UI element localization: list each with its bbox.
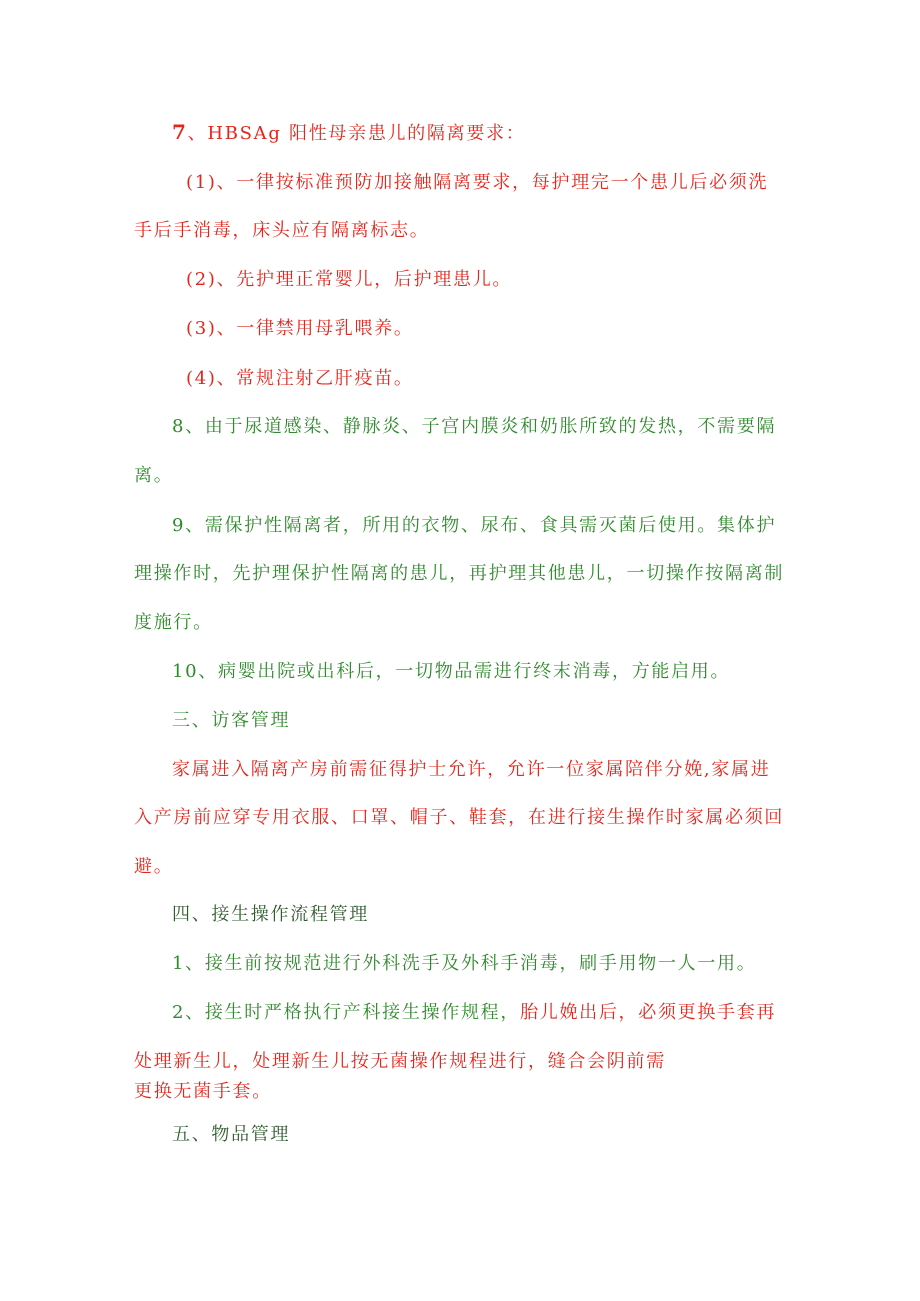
- section-heading: 三、访客管理: [172, 710, 291, 731]
- paragraph-line: [172, 1002, 776, 1024]
- paragraph-line: 家属进入隔离产房前需征得护士允许，允许一位家属陪伴分娩,家属进: [172, 759, 771, 780]
- paragraph-line: (2)、先护理正常婴儿，后护理患儿。: [186, 269, 513, 290]
- heading-item-7: [172, 121, 525, 145]
- section-heading: 四、接生操作流程管理: [172, 904, 369, 925]
- paragraph-line: 9、需保护性隔离者，所用的衣物、尿布、食具需灭菌后使用。集体护: [172, 515, 777, 536]
- paragraph-line: 1、接生前按规范进行外科洗手及外科手消毒，刷手用物一人一用。: [172, 953, 757, 974]
- paragraph-line: 理操作时，先护理保护性隔离的患儿，再护理其他患儿，一切操作按隔离制: [134, 563, 785, 584]
- paragraph-line: 8、由于尿道感染、静脉炎、子宫内膜炎和奶胀所致的发热，不需要隔: [172, 416, 777, 437]
- paragraph-line: (1)、一律按标准预防加接触隔离要求，每护理完一个患儿后必须洗: [186, 172, 769, 193]
- paragraph-line: 离。: [134, 465, 174, 486]
- item-number: 7: [172, 120, 188, 144]
- paragraph-line: 手后手消毒，床头应有隔离标志。: [134, 220, 430, 241]
- section-heading: 五、物品管理: [172, 1124, 291, 1145]
- paragraph-line: 更换无菌手套。: [134, 1081, 272, 1102]
- paragraph-line: (4)、常规注射乙肝疫苗。: [186, 368, 414, 389]
- paragraph-line: 入产房前应穿专用衣服、口罩、帽子、鞋套，在进行接生操作时家属必须回: [134, 807, 785, 828]
- paragraph-segment: 胎儿娩出后，必须更换手套再: [520, 1002, 777, 1023]
- paragraph-line: (3)、一律禁用母乳喂养。: [186, 318, 414, 339]
- paragraph-segment: 2、接生时严格执行产科接生操作规程，: [172, 1002, 521, 1023]
- paragraph-line: 10、病婴出院或出科后，一切物品需进行终末消毒，方能启用。: [172, 661, 731, 682]
- heading-text: 、HBSAg 阳性母亲患儿的隔离要求：: [187, 123, 526, 144]
- paragraph-line: 处理新生儿，处理新生儿按无菌操作规程进行，缝合会阴前需: [134, 1051, 666, 1072]
- paragraph-line: 度施行。: [134, 612, 213, 633]
- paragraph-line: 避。: [134, 856, 174, 877]
